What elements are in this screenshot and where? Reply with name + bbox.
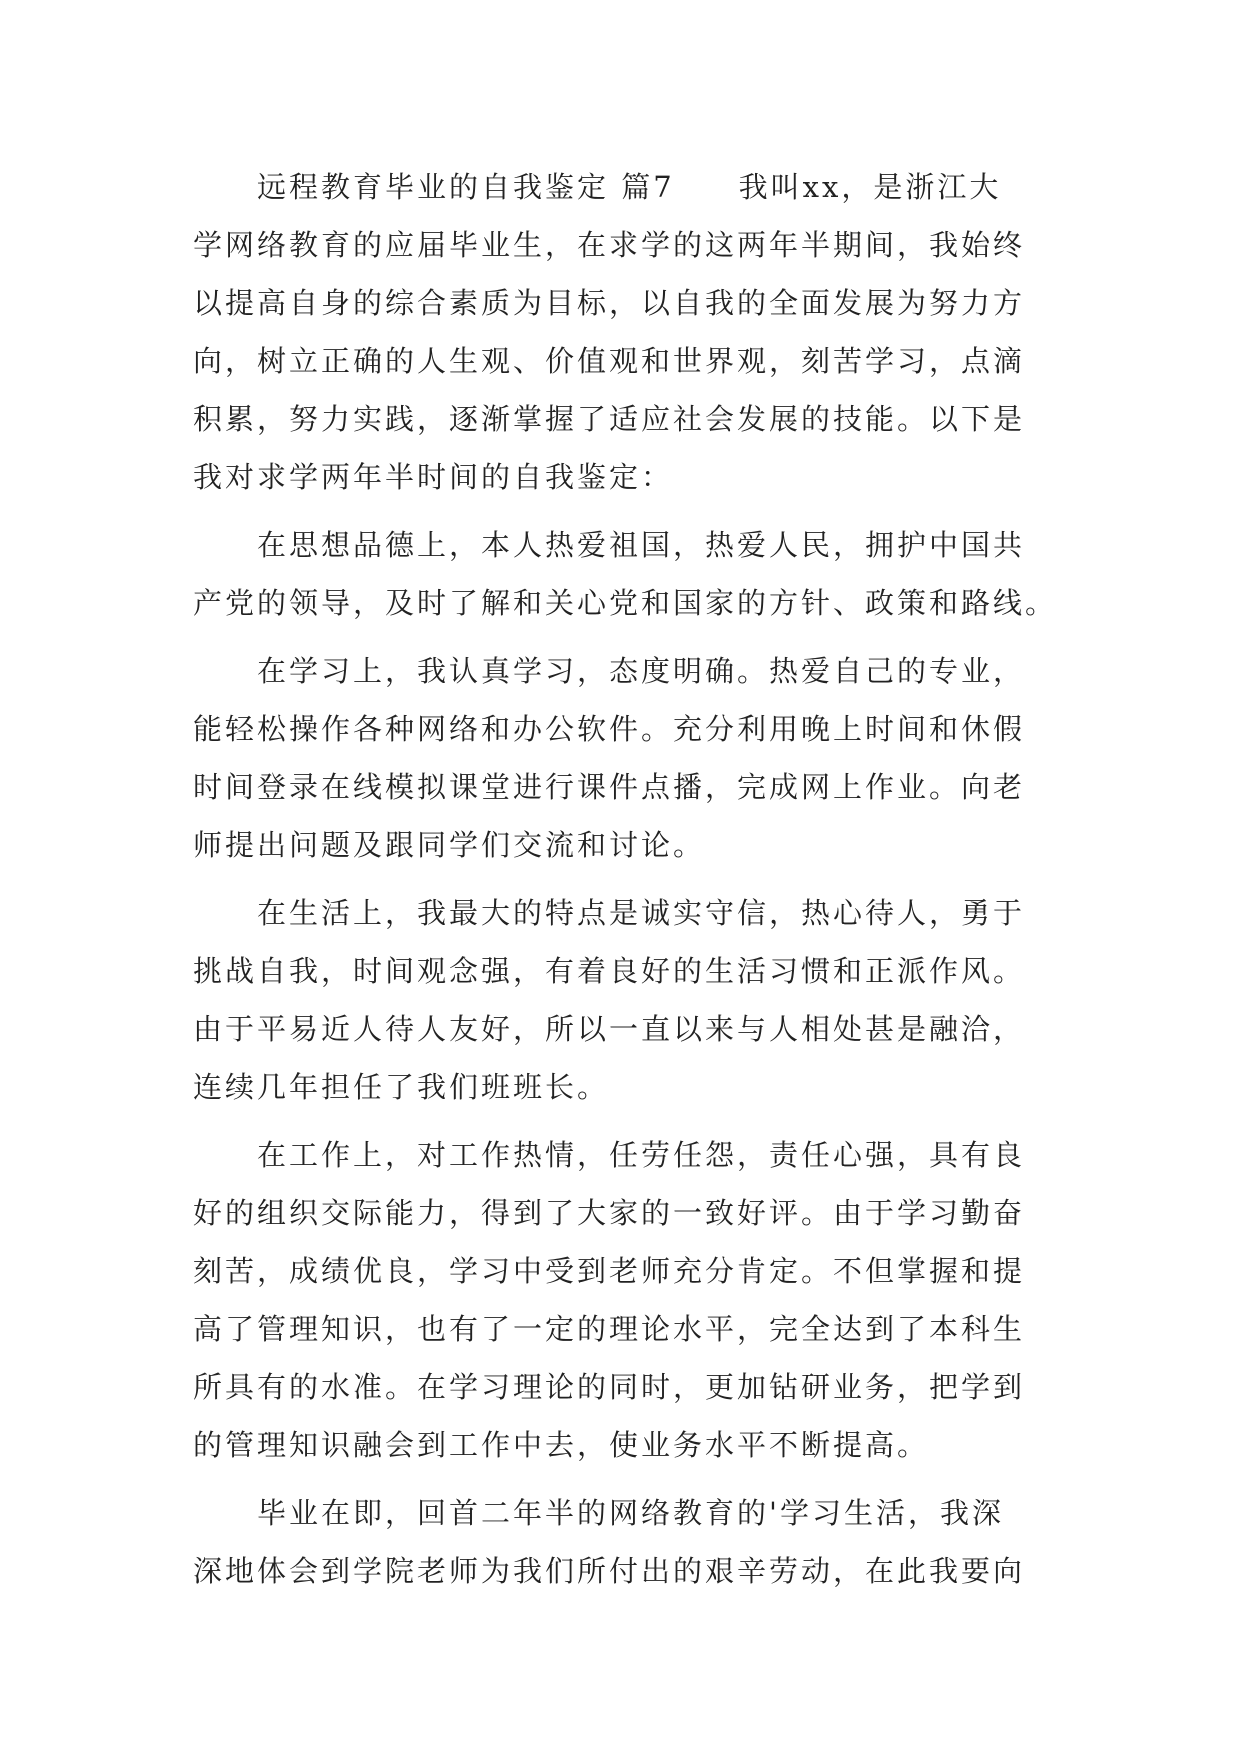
- text-line: 好的组织交际能力，得到了大家的一致好评。由于学习勤奋: [193, 1196, 1026, 1230]
- text-line: 在生活上，我最大的特点是诚实守信，热心待人，勇于: [257, 896, 1026, 930]
- document-body: [193, 158, 1058, 1600]
- text-line: 在工作上，对工作热情，任劳任怨，责任心强，具有良: [257, 1138, 1026, 1172]
- paragraph-life: [193, 884, 1053, 1116]
- text-line: 能轻松操作各种网络和办公软件。充分利用晚上时间和休假: [193, 712, 1026, 746]
- text-line: 由于平易近人待人友好，所以一直以来与人相处甚是融洽，: [193, 1012, 1026, 1046]
- text-line: 高了管理知识，也有了一定的理论水平，完全达到了本科生: [193, 1312, 1026, 1346]
- text-line: 深地体会到学院老师为我们所付出的艰辛劳动，在此我要向: [193, 1554, 1026, 1588]
- text-line: 向，树立正确的人生观、价值观和世界观，刻苦学习，点滴: [193, 344, 1026, 378]
- text-line: 师提出问题及跟同学们交流和讨论。: [193, 828, 706, 862]
- text-line: 连续几年担任了我们班班长。: [193, 1070, 610, 1104]
- text-line: 积累，努力实践，逐渐掌握了适应社会发展的技能。以下是: [193, 402, 1026, 436]
- text-line: 我对求学两年半时间的自我鉴定：: [193, 460, 674, 494]
- text-line: 挑战自我，时间观念强，有着良好的生活习惯和正派作风。: [193, 954, 1026, 988]
- text-line: 在思想品德上，本人热爱祖国，热爱人民，拥护中国共: [257, 528, 1026, 562]
- text-line: 学网络教育的应届毕业生，在求学的这两年半期间，我始终: [193, 228, 1026, 262]
- text-line: 所具有的水准。在学习理论的同时，更加钻研业务，把学到: [193, 1370, 1026, 1404]
- text-line: 在学习上，我认真学习，态度明确。热爱自己的专业，: [257, 654, 1026, 688]
- paragraph-ideology: [193, 516, 1058, 632]
- paragraph-graduation: [193, 1484, 1053, 1600]
- paragraph-study: [193, 642, 1053, 874]
- text-line: 毕业在即，回首二年半的网络教育的'学习生活，我深: [257, 1496, 1004, 1530]
- text-line: 产党的领导，及时了解和关心党和国家的方针、政策和路线。: [193, 586, 1058, 620]
- text-line: 的管理知识融会到工作中去，使业务水平不断提高。: [193, 1428, 930, 1462]
- paragraph-work: [193, 1126, 1053, 1474]
- text-line: 远程教育毕业的自我鉴定 篇7 我叫xx，是浙江大: [257, 170, 1002, 204]
- paragraph-intro: [193, 158, 1053, 506]
- text-line: 时间登录在线模拟课堂进行课件点播，完成网上作业。向老: [193, 770, 1026, 804]
- text-line: 以提高自身的综合素质为目标，以自我的全面发展为努力方: [193, 286, 1026, 320]
- text-line: 刻苦，成绩优良，学习中受到老师充分肯定。不但掌握和提: [193, 1254, 1026, 1288]
